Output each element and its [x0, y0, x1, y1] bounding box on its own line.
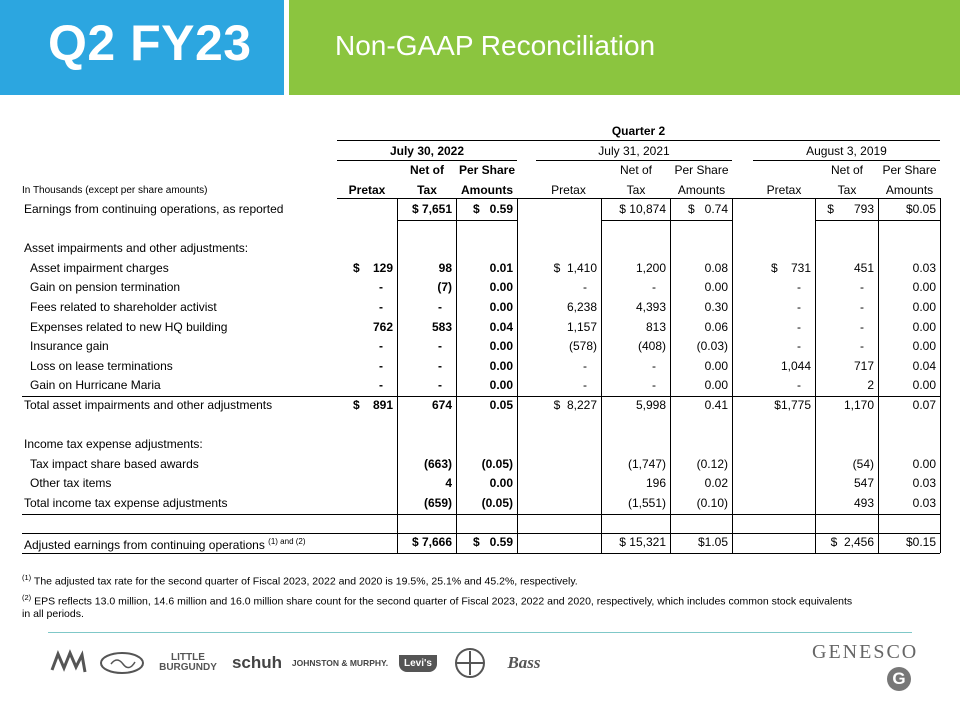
table-cell: 6,238 [566, 300, 597, 314]
column-header-top: Net of [410, 163, 444, 177]
row-label: Fees related to shareholder activist [30, 300, 217, 314]
column-header-top: Per Share [882, 163, 937, 177]
table-cell: $ 2,456 [830, 535, 874, 550]
table-cell: - [652, 280, 656, 295]
row-label: Asset impairments and other adjustments: [24, 241, 249, 256]
levis-logo [396, 648, 440, 678]
row-label: Income tax expense adjustments: [24, 437, 203, 452]
table-cell: - [379, 300, 383, 314]
table-cell: $ 10,874 [619, 202, 666, 216]
table-cell: 98 [438, 260, 452, 275]
footnote-1 [22, 570, 578, 590]
footer-divider [48, 632, 912, 633]
column-header-top: Per Share [458, 163, 516, 177]
table-cell: 0.03 [912, 476, 936, 491]
table-cell: - [860, 300, 864, 314]
row-label: Asset impairment charges [30, 260, 169, 275]
column-header-top: Net of [830, 163, 863, 177]
column-header: Amounts [677, 183, 726, 197]
total-tax-line [22, 514, 940, 515]
total-adjustments-line [22, 396, 940, 397]
row-label: Expenses related to new HQ building [30, 319, 228, 334]
table-cell: (0.05) [481, 456, 513, 471]
table-cell: 0.00 [912, 300, 936, 314]
table-cell: - [379, 280, 383, 295]
row-label: Loss on lease terminations [30, 358, 173, 373]
table-cell: 1,157 [566, 319, 597, 334]
row-label: Tax impact share based awards [30, 456, 199, 471]
table-cell: - [379, 378, 383, 393]
period-header: July 30, 2022 [389, 144, 465, 158]
table-cell: (578) [568, 339, 597, 354]
table-cell: (659) [423, 496, 452, 510]
table-cell: - [860, 319, 864, 334]
table-cell: $ 891 [352, 398, 393, 412]
table-cell: - [797, 280, 801, 295]
table-cell: $ 7,666 [411, 535, 452, 550]
table-cell: 4 [445, 476, 452, 491]
table-cell: 196 [645, 476, 666, 491]
table-cell: 0.07 [912, 398, 936, 412]
little-burgundy-logo: LITTLE BURGUNDY [159, 652, 217, 673]
schuh-logo: schuh [231, 653, 283, 672]
table-cell: $ 793 [827, 202, 874, 216]
table-cell: 0.02 [704, 476, 728, 491]
table-cell: 0.00 [912, 339, 936, 354]
table-cell: 547 [853, 476, 874, 491]
table-cell: 493 [853, 496, 874, 510]
table-cell: 0.08 [704, 260, 728, 275]
column-header: Tax [626, 183, 646, 197]
header-underline [337, 198, 940, 199]
box-border [732, 198, 733, 553]
column-divider [456, 198, 457, 553]
table-cell: 1,200 [635, 260, 666, 275]
table-cell: - [583, 358, 587, 373]
bass-logo: Bass [507, 653, 541, 672]
table-cell: - [438, 378, 442, 393]
table-cell: - [379, 358, 383, 373]
table-cell: - [438, 300, 442, 314]
box-line [815, 220, 940, 221]
table-cell: $ 731 [770, 260, 811, 275]
footnote-2-text: EPS reflects 13.0 million, 14.6 million and 16.0 million share count for the second quarter of Fiscal 2023, 2022 and 2020, respectively, which includes common stock equivalents [31, 595, 853, 608]
table-cell: 0.03 [912, 496, 936, 510]
box-border [397, 198, 398, 553]
row-label: Gain on Hurricane Maria [30, 378, 161, 393]
table-cell: - [860, 280, 864, 295]
column-header: Amounts [885, 183, 934, 197]
footnote-2 [22, 590, 852, 610]
box-border [601, 198, 602, 553]
column-header: Amounts [461, 183, 513, 197]
period-underline [536, 160, 732, 161]
footnote-2-continued: in all periods. [22, 608, 84, 620]
box-border [517, 198, 518, 553]
table-cell: 0.00 [912, 319, 936, 334]
table-cell: 0.00 [912, 456, 936, 471]
quarter-label: Quarter 2 [611, 124, 666, 138]
table-cell: $ 0.74 [687, 202, 728, 216]
table-cell: $ 129 [352, 260, 393, 275]
column-divider [670, 198, 671, 553]
box-line [601, 220, 732, 221]
johnston-murphy-logo: JOHNSTON & MURPHY. [291, 658, 389, 668]
table-cell: 0.00 [489, 378, 513, 393]
table-cell: $ 7,651 [411, 202, 452, 216]
footnote-1-text: The adjusted tax rate for the second quarter of Fiscal 2023, 2022 and 2020 is 19.5%, 25.1% and 45.2%, respectively. [31, 575, 578, 588]
table-cell: 0.03 [912, 260, 936, 275]
table-cell: 762 [372, 319, 393, 334]
table-cell: (1,551) [627, 496, 666, 510]
column-divider [878, 198, 879, 553]
table-cell: $ 15,321 [619, 535, 666, 550]
row-label: Gain on pension termination [30, 280, 181, 295]
dockers-logo [450, 648, 490, 678]
pre-adjusted-line [22, 533, 940, 534]
table-cell: 813 [645, 319, 666, 334]
row-label: Earnings from continuing operations, as reported [24, 202, 284, 216]
column-header-top: Per Share [674, 163, 729, 177]
footnote-2-mark: (2) [22, 593, 32, 602]
table-cell: (1,747) [627, 456, 666, 471]
column-header: Tax [837, 183, 857, 197]
table-cell: (0.12) [696, 456, 728, 471]
period-header: July 31, 2021 [598, 144, 670, 158]
box-border [940, 198, 941, 553]
column-header: Tax [417, 183, 437, 197]
table-cell: $ 1,410 [553, 260, 597, 275]
table-cell: 0.01 [489, 260, 513, 275]
table-cell: 0.05 [489, 398, 513, 412]
table-cell: - [797, 319, 801, 334]
table-cell: 1,170 [843, 398, 874, 412]
row-label: Other tax items [30, 476, 112, 491]
footnote-1-mark: (1) [22, 573, 32, 582]
journeys-kidz-logo [98, 648, 146, 678]
journeys-logo [46, 648, 90, 678]
table-cell: 0.00 [704, 280, 728, 295]
column-header-top: Net of [619, 163, 652, 177]
quarter-underline [337, 140, 940, 141]
row-label: Total income tax expense adjustments [24, 496, 228, 510]
period-header: August 3, 2019 [806, 144, 887, 158]
row-label-superscript: (1) and (2) [268, 537, 306, 547]
box-border [815, 198, 816, 553]
table-cell: 0.00 [489, 280, 513, 295]
table-cell: $ 8,227 [553, 398, 597, 412]
table-cell: $1.05 [697, 535, 728, 550]
table-cell: (0.03) [696, 339, 728, 354]
table-cell: - [797, 339, 801, 354]
row-label: Insurance gain [30, 339, 109, 354]
table-cell: (663) [423, 456, 452, 471]
table-cell: 0.00 [489, 358, 513, 373]
table-cell: $0.05 [905, 202, 936, 216]
table-cell: 0.04 [912, 358, 936, 373]
row-label-text: Adjusted earnings from continuing operations [24, 538, 265, 553]
table-cell: - [438, 339, 442, 354]
table-cell: $0.15 [905, 535, 936, 550]
levis-logo-text: Levi's [399, 655, 437, 672]
period-underline [753, 160, 940, 161]
table-cell: - [438, 358, 442, 373]
table-cell: 0.00 [912, 280, 936, 295]
table-cell: 0.00 [704, 358, 728, 373]
table-cell: 0.04 [489, 319, 513, 334]
period-underline [337, 160, 517, 161]
row-label [24, 535, 306, 552]
table-cell: 0.00 [912, 378, 936, 393]
table-cell: 674 [431, 398, 452, 412]
table-cell: 717 [853, 358, 874, 373]
slide-title: Q2 FY23 [48, 15, 252, 71]
column-header: Pretax [766, 183, 802, 197]
table-cell: 0.00 [489, 339, 513, 354]
table-cell: 4,393 [635, 300, 666, 314]
table-cell: - [583, 378, 587, 393]
table-cell: (0.10) [696, 496, 728, 510]
table-cell: (0.05) [481, 496, 513, 510]
table-cell: $1,775 [774, 398, 811, 412]
table-cell: $ 0.59 [472, 535, 513, 550]
table-bottom-line [22, 553, 940, 554]
table-cell: - [379, 339, 383, 354]
table-cell: - [797, 378, 801, 393]
table-cell: 0.41 [704, 398, 728, 412]
genesco-logo-icon: G [887, 667, 911, 691]
table-cell: - [797, 300, 801, 314]
table-cell: 0.30 [704, 300, 728, 314]
table-cell: 1,044 [780, 358, 811, 373]
slide-subtitle: Non-GAAP Reconciliation [335, 30, 656, 61]
units-note: In Thousands (except per share amounts) [22, 185, 208, 196]
column-header: Pretax [348, 183, 386, 197]
table-cell: 451 [853, 260, 874, 275]
row-label: Total asset impairments and other adjustments [24, 398, 273, 412]
genesco-wordmark: GENESCO [812, 641, 919, 663]
table-cell: 0.00 [704, 378, 728, 393]
table-cell: $ 0.59 [472, 202, 513, 216]
table-cell: 0.06 [704, 319, 728, 334]
table-cell: - [652, 358, 656, 373]
table-cell: - [860, 339, 864, 354]
box-line [397, 220, 517, 221]
table-cell: - [583, 280, 587, 295]
column-header: Pretax [551, 183, 586, 197]
table-cell: (7) [437, 280, 452, 295]
table-cell: 0.00 [489, 476, 513, 491]
table-cell: (408) [637, 339, 666, 354]
table-cell: - [652, 378, 656, 393]
table-cell: 2 [867, 378, 874, 393]
table-cell: 5,998 [635, 398, 666, 412]
table-cell: (54) [852, 456, 874, 471]
table-cell: 583 [431, 319, 452, 334]
table-cell: 0.00 [489, 300, 513, 314]
